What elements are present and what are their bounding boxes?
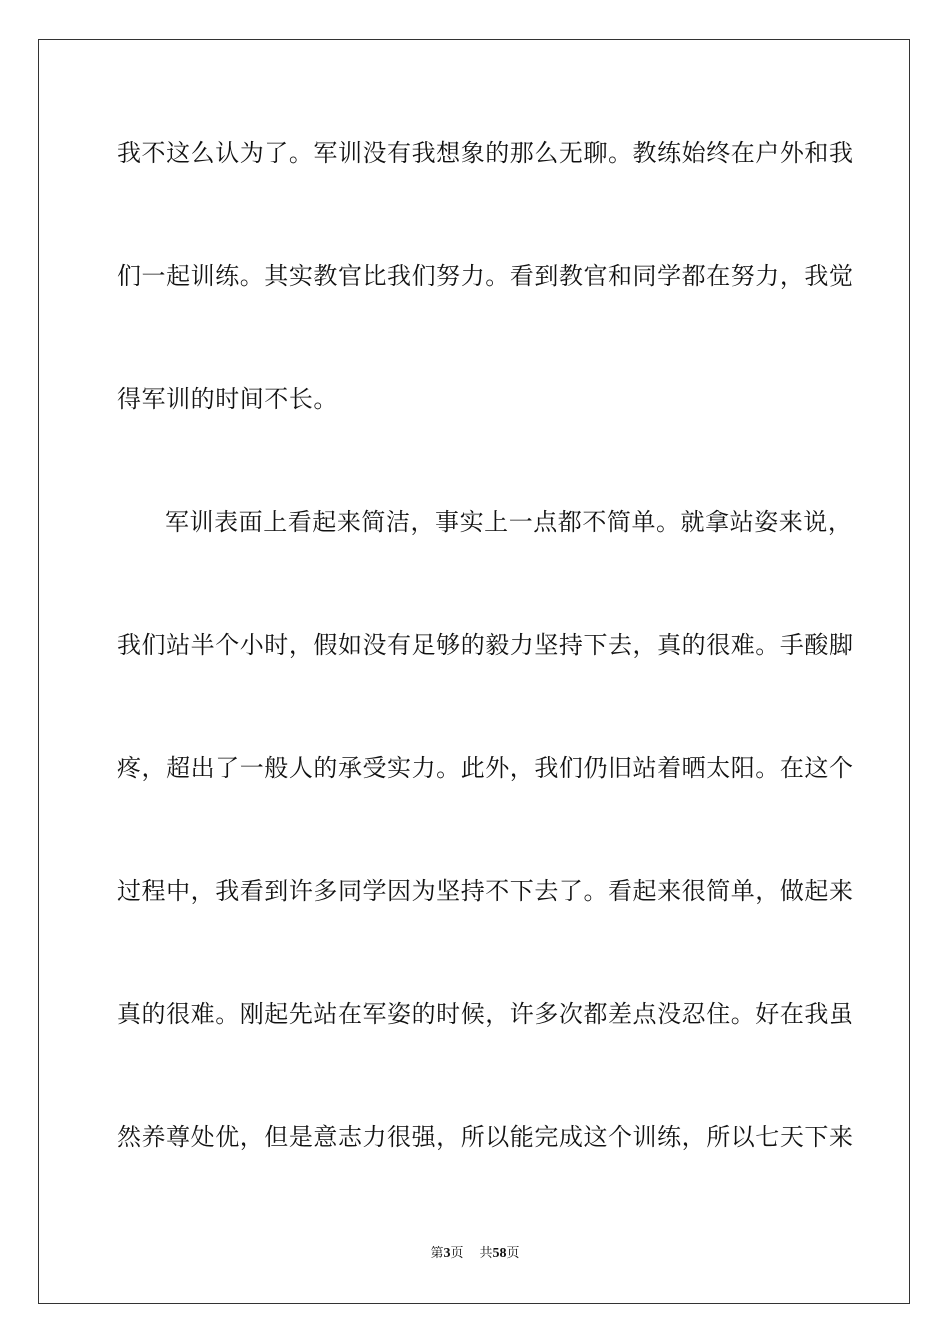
- text-line-6: 疼，超出了一般人的承受实力。此外，我们仍旧站着晒太阳。在这个: [117, 754, 854, 782]
- text-line-7: 过程中，我看到许多同学因为坚持不下去了。看起来很简单，做起来: [117, 877, 854, 905]
- total-prefix: 共: [479, 1246, 493, 1261]
- text-line-3: 得军训的时间不长。: [117, 385, 338, 413]
- page-border: [38, 39, 910, 1304]
- page-prefix: 第: [430, 1246, 444, 1261]
- text-line-5: 我们站半个小时，假如没有足够的毅力坚持下去，真的很难。手酸脚: [117, 631, 854, 659]
- page-suffix: 页: [450, 1246, 464, 1261]
- current-page-number: 3: [443, 1246, 451, 1261]
- text-line-2: 们一起训练。其实教官比我们努力。看到教官和同学都在努力，我觉: [117, 262, 854, 290]
- text-line-1: 我不这么认为了。军训没有我想象的那么无聊。教练始终在户外和我: [117, 139, 854, 167]
- text-line-8: 真的很难。刚起先站在军姿的时候，许多次都差点没忍住。好在我虽: [117, 1000, 854, 1028]
- total-suffix: 页: [506, 1246, 520, 1261]
- page-footer: [0, 1245, 950, 1263]
- text-line-4-paragraph-start: 军训表面上看起来简洁，事实上一点都不简单。就拿站姿来说，: [165, 508, 853, 536]
- total-pages-number: 58: [492, 1246, 507, 1261]
- text-line-9: 然养尊处优，但是意志力很强，所以能完成这个训练，所以七天下来: [117, 1123, 854, 1151]
